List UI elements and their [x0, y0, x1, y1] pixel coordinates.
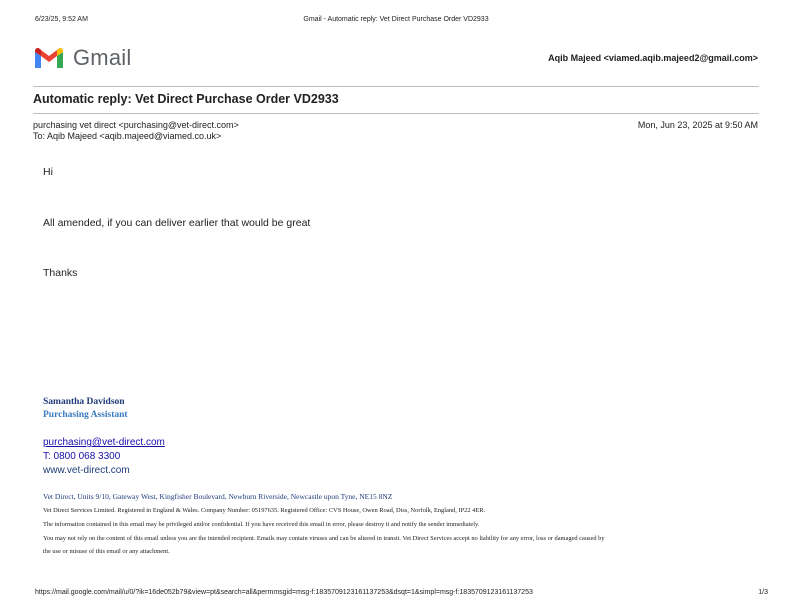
account-label: Aqib Majeed <viamed.aqib.majeed2@gmail.com> [548, 53, 758, 63]
divider [33, 113, 759, 114]
signature-name: Samantha Davidson [43, 397, 125, 407]
legal-disclaimer-cont: the use or misuse of this email or any attachment. [43, 548, 170, 555]
email-closing: Thanks [43, 267, 78, 279]
sent-date: Mon, Jun 23, 2025 at 9:50 AM [637, 120, 758, 130]
print-footer-url: https://mail.google.com/mail/u/0/?ik=16de052b79&view=pt&search=all&permmsgid=msg-f:1835709123161137253&dsqt=1&simpl=msg-f:1835709123161137253 [35, 589, 533, 596]
legal-disclaimer: You may not rely on the content of this email unless you are the intended recipient. Emails may contain viruses and can be altered in transit. Vet Direct Services accept no liability for any error, loss or damaged caused by [43, 535, 605, 542]
recipient: To: Aqib Majeed <aqib.majeed@viamed.co.uk> [33, 131, 222, 141]
signature-address: Vet Direct, Units 9/10, Gateway West, Kingfisher Boulevard, Newburn Riverside, Newcastle upon Tyne, NE15 8NZ [43, 492, 393, 501]
divider [33, 86, 759, 87]
print-title: Gmail - Automatic reply: Vet Direct Purchase Order VD2933 [303, 16, 489, 23]
signature-title: Purchasing Assistant [43, 410, 128, 420]
email-subject: Automatic reply: Vet Direct Purchase Order VD2933 [33, 92, 339, 106]
gmail-m-icon [33, 46, 65, 70]
page-number: 1/3 [758, 589, 768, 596]
email-greeting: Hi [43, 166, 53, 178]
sender: purchasing vet direct <purchasing@vet-direct.com> [33, 120, 239, 130]
print-datetime: 6/23/25, 9:52 AM [35, 16, 88, 23]
legal-registration: Vet Direct Services Limited. Registered in England & Wales. Company Number: 05197635. Registered Office: CVS House, Owen Road, Diss, Norfolk, England, IP22 4ER. [43, 507, 486, 514]
legal-confidentiality: The information contained in this email may be privileged and/or confidential. If you have received this email in error, please destroy it and notify the sender immediately. [43, 521, 480, 528]
print-header [0, 16, 792, 28]
signature-phone[interactable]: T: 0800 068 3300 [43, 451, 121, 462]
gmail-logo [33, 44, 131, 72]
signature-email-link[interactable]: purchasing@vet-direct.com [43, 437, 165, 448]
signature-website[interactable]: www.vet-direct.com [43, 465, 130, 476]
email-body-line: All amended, if you can deliver earlier that would be great [43, 217, 311, 229]
gmail-wordmark: Gmail [73, 45, 132, 70]
